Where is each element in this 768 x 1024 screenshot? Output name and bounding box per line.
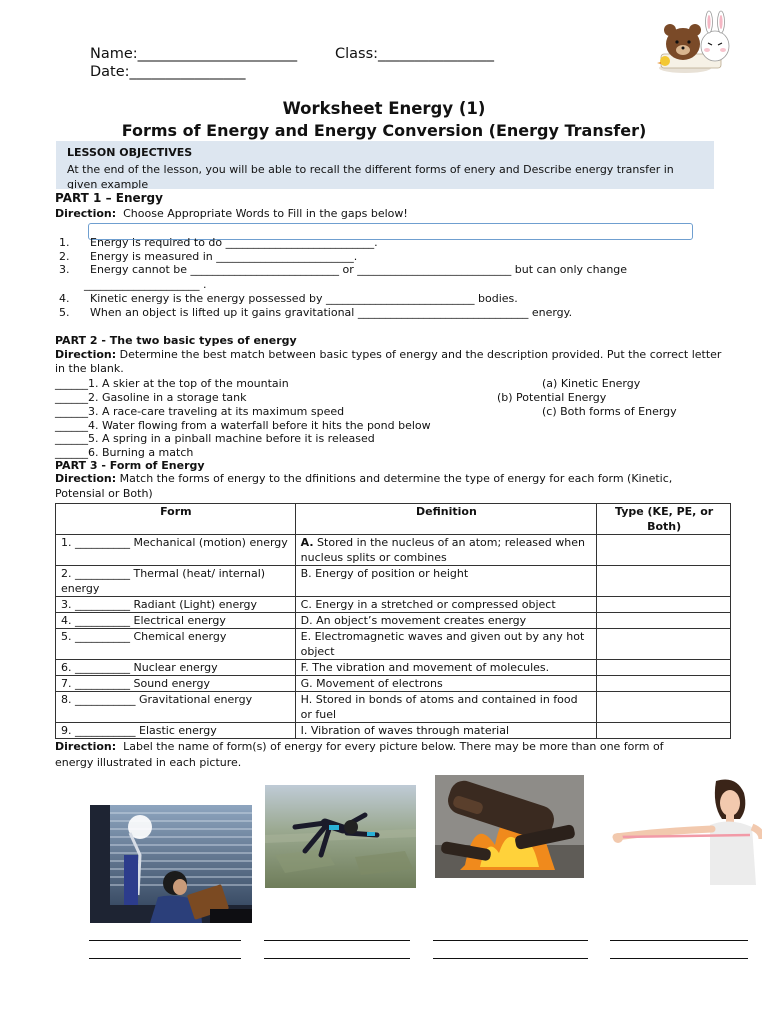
form-cell: 7. __________ Sound energy bbox=[56, 676, 296, 692]
part2-heading: PART 2 - The two basic types of energy bbox=[55, 334, 297, 347]
lesson-objectives-box bbox=[56, 141, 714, 189]
definition-cell: E. Electromagnetic waves and given out by any hot object bbox=[295, 629, 597, 660]
part3-direction-text-2: Potensial or Both) bbox=[55, 487, 153, 500]
part1-item-text: When an object is lifted up it gains gravitational _______________________________ energy. bbox=[90, 306, 573, 319]
pictures-direction-text-2: energy illustrated in each picture. bbox=[55, 756, 242, 769]
form-cell: 5. __________ Chemical energy bbox=[56, 629, 296, 660]
part2-item: ______4. Water flowing from a waterfall before it hits the pond below bbox=[55, 419, 431, 432]
part2-direction-label: Direction: bbox=[55, 348, 117, 361]
worksheet-subtitle: Forms of Energy and Energy Conversion (Energy Transfer) bbox=[121, 121, 647, 140]
table-row bbox=[56, 723, 731, 739]
table-row bbox=[56, 676, 731, 692]
part2-direction-text-2: in the blank. bbox=[55, 362, 124, 375]
part2-direction-text: Determine the best match between basic types of energy and the description provided. Put the correct letter bbox=[119, 348, 722, 361]
name-field-label: Name:______________________ bbox=[90, 46, 298, 62]
definition-cell bbox=[295, 535, 597, 566]
lesson-objectives-text: At the end of the lesson, you will be able to recall the different forms of enery and Describe energy transfer in given example bbox=[67, 163, 674, 189]
form-cell: 6. __________ Nuclear energy bbox=[56, 660, 296, 676]
type-answer-cell[interactable] bbox=[597, 723, 731, 739]
bear-rabbit-mascot-icon bbox=[655, 6, 741, 76]
definition-cell: F. The vibration and movement of molecules. bbox=[295, 660, 597, 676]
definition-text: Stored in the nucleus of an atom; released when nucleus splits or combines bbox=[300, 536, 585, 564]
part1-direction bbox=[55, 207, 408, 220]
type-answer-cell[interactable] bbox=[597, 566, 731, 597]
pictures-direction-label: Direction: bbox=[55, 740, 117, 753]
form-cell: 4. __________ Electrical energy bbox=[56, 613, 296, 629]
date-field-label: Date:________________ bbox=[90, 64, 246, 80]
answer-line[interactable] bbox=[264, 940, 410, 941]
part2-option-both: (c) Both forms of Energy bbox=[542, 405, 677, 418]
type-answer-cell[interactable] bbox=[597, 613, 731, 629]
pictures-direction bbox=[55, 740, 664, 753]
type-answer-cell[interactable] bbox=[597, 629, 731, 660]
part2-option-potential: (b) Potential Energy bbox=[497, 391, 607, 404]
part2-direction bbox=[55, 348, 721, 361]
answer-line[interactable] bbox=[610, 940, 748, 941]
part1-item-text: Energy is required to do ___________________________. bbox=[90, 236, 378, 249]
answer-line[interactable] bbox=[433, 940, 588, 941]
class-field-label: Class:________________ bbox=[335, 46, 495, 62]
definition-cell: I. Vibration of waves through material bbox=[295, 723, 597, 739]
lesson-objectives-heading: LESSON OBJECTIVES bbox=[67, 146, 193, 159]
part1-item-num: 1. bbox=[59, 236, 70, 249]
part1-direction-text: Choose Appropriate Words to Fill in the gaps below! bbox=[123, 207, 408, 220]
column-header-form: Form bbox=[56, 504, 296, 535]
answer-line[interactable] bbox=[89, 958, 241, 959]
part1-item-text: Kinetic energy is the energy possessed by ___________________________ bodies. bbox=[90, 292, 518, 305]
form-cell: 8. ___________ Gravitational energy bbox=[56, 692, 296, 723]
worksheet-title: Worksheet Energy (1) bbox=[282, 99, 486, 118]
stretching-band-picture bbox=[612, 775, 762, 885]
table-row bbox=[56, 566, 731, 597]
definition-cell: H. Stored in bonds of atoms and contained in food or fuel bbox=[295, 692, 597, 723]
part1-item-text: Energy cannot be ___________________________ or ____________________________ but can only change bbox=[90, 263, 628, 276]
type-answer-cell[interactable] bbox=[597, 535, 731, 566]
part3-direction-text: Match the forms of energy to the dfinitions and determine the type of energy for each form (Kinetic, bbox=[119, 472, 673, 485]
part1-item-num: 3. bbox=[59, 263, 70, 276]
definition-cell: G. Movement of electrons bbox=[295, 676, 597, 692]
definition-letter: A. bbox=[300, 536, 314, 549]
campfire-picture bbox=[435, 775, 584, 878]
part1-item-num: 5. bbox=[59, 306, 70, 319]
part2-option-kinetic: (a) Kinetic Energy bbox=[542, 377, 641, 390]
answer-line[interactable] bbox=[433, 958, 588, 959]
answer-line[interactable] bbox=[89, 940, 241, 941]
table-row bbox=[56, 629, 731, 660]
definition-cell: B. Energy of position or height bbox=[295, 566, 597, 597]
pictures-direction-text: Label the name of form(s) of energy for every picture below. There may be more than one form of bbox=[123, 740, 664, 753]
form-cell: 9. ___________ Elastic energy bbox=[56, 723, 296, 739]
part3-direction-label: Direction: bbox=[55, 472, 117, 485]
table-row bbox=[56, 660, 731, 676]
part2-item: ______1. A skier at the top of the mountain bbox=[55, 377, 289, 390]
form-cell: 3. __________ Radiant (Light) energy bbox=[56, 597, 296, 613]
form-cell: 1. __________ Mechanical (motion) energy bbox=[56, 535, 296, 566]
definition-cell: C. Energy in a stretched or compressed object bbox=[295, 597, 597, 613]
table-row bbox=[56, 692, 731, 723]
answer-line[interactable] bbox=[610, 958, 748, 959]
part3-direction bbox=[55, 472, 672, 485]
table-row bbox=[56, 535, 731, 566]
type-answer-cell[interactable] bbox=[597, 597, 731, 613]
answer-line[interactable] bbox=[264, 958, 410, 959]
type-answer-cell[interactable] bbox=[597, 692, 731, 723]
definition-cell: D. An object’s movement creates energy bbox=[295, 613, 597, 629]
column-header-type: Type (KE, PE, or Both) bbox=[597, 504, 731, 535]
reading-lamp-picture bbox=[90, 805, 252, 923]
table-row bbox=[56, 613, 731, 629]
skydiver-picture bbox=[265, 785, 416, 888]
part2-item: ______5. A spring in a pinball machine before it is released bbox=[55, 432, 375, 445]
part1-direction-label: Direction: bbox=[55, 207, 117, 220]
forms-of-energy-table bbox=[55, 503, 731, 739]
part1-item-text: Energy is measured in _________________________. bbox=[90, 250, 358, 263]
part3-heading: PART 3 - Form of Energy bbox=[55, 459, 205, 472]
part2-item: ______2. Gasoline in a storage tank bbox=[55, 391, 247, 404]
table-row bbox=[56, 597, 731, 613]
table-header-row bbox=[56, 504, 731, 535]
form-cell: 2. __________ Thermal (heat/ internal) energy bbox=[56, 566, 296, 597]
part1-heading: PART 1 – Energy bbox=[55, 191, 163, 205]
part1-item-num: 2. bbox=[59, 250, 70, 263]
type-answer-cell[interactable] bbox=[597, 676, 731, 692]
part2-item: ______3. A race-care traveling at its maximum speed bbox=[55, 405, 345, 418]
part1-item-text: _____________________ . bbox=[84, 278, 207, 291]
column-header-definition: Definition bbox=[295, 504, 597, 535]
part2-item: ______6. Burning a match bbox=[55, 446, 194, 459]
part1-item-num: 4. bbox=[59, 292, 70, 305]
type-answer-cell[interactable] bbox=[597, 660, 731, 676]
